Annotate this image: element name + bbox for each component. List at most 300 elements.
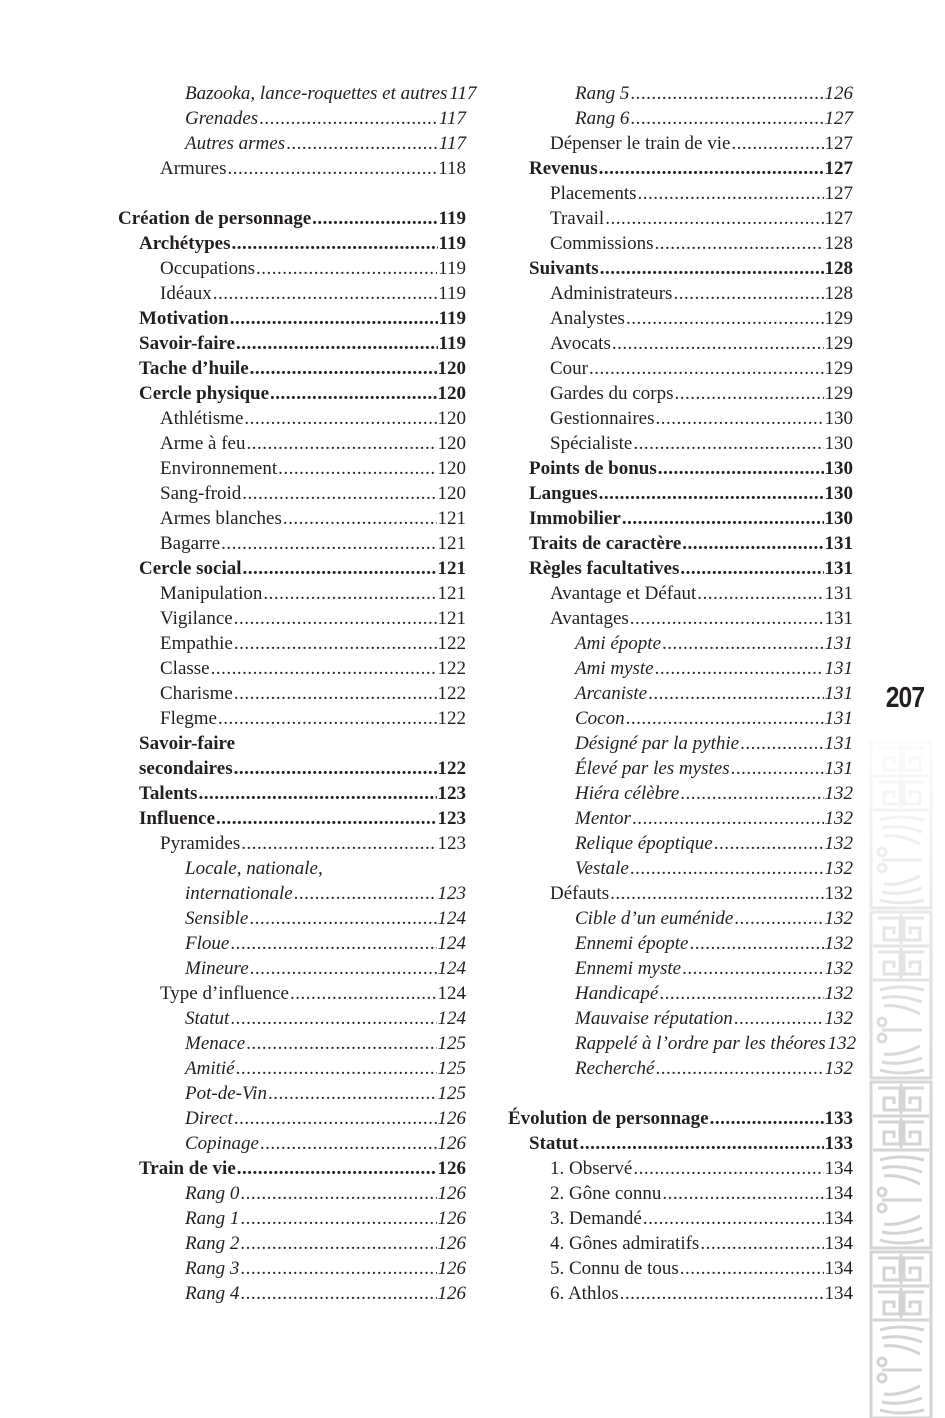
toc-entry[interactable]: [575, 706, 853, 731]
toc-entry-page: 120: [437, 433, 466, 454]
toc-entry[interactable]: [139, 231, 466, 256]
dot-leader: [241, 831, 436, 856]
toc-entry[interactable]: [575, 856, 853, 881]
toc-entry-page: 126: [437, 1108, 466, 1129]
toc-entry-title: Rang 2: [185, 1233, 240, 1254]
dot-leader: [626, 306, 824, 331]
dot-leader: [659, 981, 823, 1006]
toc-entry-page: 132: [824, 933, 853, 954]
toc-entry-title: Cible d’un euménide: [575, 908, 734, 929]
dot-leader: [243, 556, 437, 581]
toc-entry-page: 125: [437, 1083, 466, 1104]
toc-entry-page: 119: [438, 208, 466, 229]
toc-entry[interactable]: [160, 431, 466, 456]
dot-leader: [230, 1006, 436, 1031]
toc-entry[interactable]: [185, 81, 477, 106]
toc-entry-title: Langues: [529, 483, 598, 504]
toc-entry[interactable]: [575, 681, 853, 706]
dot-leader: [240, 1231, 436, 1256]
toc-entry-title: Ami myste: [575, 658, 654, 679]
toc-entry[interactable]: [575, 1031, 857, 1056]
dot-leader: [731, 131, 823, 156]
dot-leader: [249, 906, 436, 931]
toc-entry-title: Bazooka, lance-roquettes et autres: [185, 83, 448, 104]
toc-entry-title: Rang 6: [575, 108, 630, 129]
toc-entry-page: 130: [824, 508, 853, 529]
toc-entry[interactable]: [550, 356, 853, 381]
toc-entry[interactable]: [575, 81, 853, 106]
dot-leader: [643, 1206, 824, 1231]
toc-entry-page: 124: [437, 983, 466, 1004]
greek-key-decorative-band: [868, 740, 934, 1418]
toc-entry-title: Avantage et Défaut: [550, 583, 697, 604]
toc-entry-title: Savoir-faire: [139, 333, 236, 354]
dot-leader: [682, 531, 823, 556]
toc-entry-page: 133: [824, 1108, 853, 1129]
toc-entry-page: 117: [449, 83, 477, 104]
toc-entry-page: 119: [438, 233, 466, 254]
dot-leader: [246, 431, 436, 456]
toc-entry[interactable]: [160, 481, 466, 506]
toc-entry[interactable]: [575, 806, 853, 831]
toc-entry[interactable]: [139, 306, 466, 331]
dot-leader: [268, 1081, 437, 1106]
toc-entry-page: 120: [437, 483, 466, 504]
toc-entry-title: Amitié: [185, 1058, 235, 1079]
dot-leader: [260, 1131, 437, 1156]
toc-entry[interactable]: [550, 606, 853, 631]
toc-entry[interactable]: [185, 1131, 466, 1156]
dot-leader: [662, 1181, 823, 1206]
toc-entry[interactable]: [550, 1231, 853, 1256]
dot-leader: [283, 506, 437, 531]
toc-entry-title: Sensible: [185, 908, 249, 929]
toc-entry[interactable]: [550, 406, 853, 431]
dot-leader: [250, 356, 437, 381]
toc-entry-title: Mauvaise réputation: [575, 1008, 733, 1029]
dot-leader: [240, 1256, 436, 1281]
toc-entry-title: Floue: [185, 933, 230, 954]
dot-leader: [198, 781, 436, 806]
toc-entry-page: 130: [824, 433, 853, 454]
dot-leader: [662, 631, 823, 656]
toc-entry[interactable]: [185, 131, 466, 156]
dot-leader: [240, 1206, 436, 1231]
toc-entry[interactable]: [550, 581, 853, 606]
toc-entry-page: 132: [824, 1058, 853, 1079]
toc-entry[interactable]: [139, 331, 466, 356]
toc-entry[interactable]: [575, 731, 853, 756]
toc-entry-page: 127: [824, 108, 853, 129]
toc-entry-title: Menace: [185, 1033, 246, 1054]
toc-entry-title: Gestionnaires: [550, 408, 655, 429]
toc-entry[interactable]: [575, 106, 853, 131]
toc-entry-page: 120: [437, 458, 466, 479]
toc-entry[interactable]: [160, 256, 466, 281]
toc-entry[interactable]: [550, 881, 853, 906]
toc-entry-page: 127: [824, 133, 853, 154]
toc-entry[interactable]: [575, 956, 853, 981]
toc-entry-title: Commissions: [550, 233, 654, 254]
toc-entry[interactable]: [185, 1231, 466, 1256]
toc-entry-page: 131: [824, 733, 853, 754]
toc-entry[interactable]: [139, 1156, 466, 1181]
toc-entry[interactable]: [575, 831, 853, 856]
toc-entry-title: Suivants: [529, 258, 599, 279]
toc-entry-title: Savoir-faire: [139, 733, 236, 754]
toc-entry-title: 6. Athlos: [550, 1283, 619, 1304]
toc-entry-title: Train de vie: [139, 1158, 236, 1179]
page-number: 207: [885, 682, 925, 714]
toc-entry[interactable]: [550, 281, 853, 306]
toc-entry[interactable]: [160, 831, 466, 856]
toc-entry[interactable]: [185, 881, 466, 906]
toc-entry[interactable]: [529, 531, 853, 556]
dot-leader: [227, 156, 437, 181]
toc-entry-title: Mentor: [575, 808, 631, 829]
toc-entry-page: 128: [824, 283, 853, 304]
toc-entry-page: 122: [437, 633, 466, 654]
toc-entry-title: Athlétisme: [160, 408, 244, 429]
toc-entry-page: 130: [824, 458, 853, 479]
toc-entry-page: 123: [437, 833, 466, 854]
toc-entry[interactable]: [575, 931, 853, 956]
toc-entry-page: 125: [437, 1033, 466, 1054]
toc-entry-title: Recherché: [575, 1058, 655, 1079]
toc-entry[interactable]: [139, 356, 466, 381]
toc-entry[interactable]: [550, 1281, 853, 1306]
dot-leader: [710, 1106, 824, 1131]
toc-entry-page: 121: [437, 508, 466, 529]
toc-entry-page: 131: [824, 533, 853, 554]
toc-entry[interactable]: [550, 331, 853, 356]
toc-entry-title: Élevé par les mystes: [575, 758, 730, 779]
toc-entry-page: 129: [824, 358, 853, 379]
toc-entry[interactable]: [160, 156, 466, 181]
toc-entry-title: Talents: [139, 783, 198, 804]
dot-leader: [256, 256, 437, 281]
toc-entry-page: 122: [437, 683, 466, 704]
toc-entry-title: Rang 3: [185, 1258, 240, 1279]
toc-entry-title: Relique époptique: [575, 833, 713, 854]
dot-leader: [230, 931, 436, 956]
dot-leader: [714, 831, 824, 856]
toc-entry[interactable]: [575, 906, 853, 931]
toc-entry-title: Influence: [139, 808, 215, 829]
toc-entry[interactable]: [575, 1056, 853, 1081]
toc-entry[interactable]: [575, 756, 853, 781]
toc-entry[interactable]: [529, 256, 853, 281]
toc-entry[interactable]: [160, 456, 466, 481]
toc-entry[interactable]: [160, 506, 466, 531]
toc-entry[interactable]: [139, 381, 466, 406]
toc-entry-page: 124: [437, 933, 466, 954]
dot-leader: [234, 606, 437, 631]
toc-entry-title: Gardes du corps: [550, 383, 674, 404]
dot-leader: [244, 406, 436, 431]
dot-leader: [680, 781, 823, 806]
toc-entry[interactable]: [160, 581, 466, 606]
toc-entry-page: 126: [437, 1258, 466, 1279]
dot-leader: [630, 606, 824, 631]
toc-entry-page: 123: [437, 783, 466, 804]
toc-entry-page: 134: [824, 1258, 853, 1279]
dot-leader: [589, 356, 824, 381]
dot-leader: [633, 431, 823, 456]
toc-entry[interactable]: [550, 1156, 853, 1181]
toc-entry-title: Cercle social: [139, 558, 242, 579]
dot-leader: [630, 81, 823, 106]
toc-entry[interactable]: [185, 1106, 466, 1131]
toc-entry-title: Copinage: [185, 1133, 259, 1154]
toc-entry-page: 131: [824, 583, 853, 604]
toc-entry[interactable]: [185, 1056, 466, 1081]
toc-entry-title: Empathie: [160, 633, 233, 654]
toc-entry-title: Avantages: [550, 608, 629, 629]
toc-entry-title: Administrateurs: [550, 283, 673, 304]
toc-entry[interactable]: [185, 1181, 466, 1206]
toc-entry-title: Armures: [160, 158, 227, 179]
toc-entry[interactable]: [118, 206, 466, 231]
dot-leader: [740, 731, 823, 756]
dot-leader: [599, 156, 824, 181]
toc-entry[interactable]: [139, 806, 466, 831]
dot-leader: [278, 456, 436, 481]
toc-entry-title: Ennemi myste: [575, 958, 682, 979]
toc-entry[interactable]: [575, 981, 853, 1006]
toc-entry-page: 120: [437, 383, 466, 404]
dot-leader: [655, 406, 823, 431]
toc-entry[interactable]: [160, 406, 466, 431]
toc-entry-title: Grenades: [185, 108, 259, 129]
toc-entry-title: Vestale: [575, 858, 629, 879]
toc-entry-title: Statut: [529, 1133, 579, 1154]
toc-entry[interactable]: [550, 131, 853, 156]
dot-leader: [674, 381, 823, 406]
toc-entry-title: Hiéra célèbre: [575, 783, 680, 804]
toc-entry[interactable]: [160, 281, 466, 306]
toc-entry[interactable]: [185, 106, 466, 131]
dot-leader: [216, 806, 437, 831]
toc-entry[interactable]: [529, 556, 853, 581]
toc-entry-page: 126: [824, 83, 853, 104]
toc-entry-page: 121: [437, 583, 466, 604]
toc-entry-title: Placements: [550, 183, 637, 204]
toc-entry-title: Désigné par la pythie: [575, 733, 740, 754]
toc-entry-page: 126: [437, 1208, 466, 1229]
toc-entry-title: internationale: [185, 883, 293, 904]
toc-entry[interactable]: [508, 1106, 853, 1131]
toc-entry[interactable]: [185, 1006, 466, 1031]
dot-leader: [638, 181, 824, 206]
toc-entry[interactable]: [575, 656, 853, 681]
dot-leader: [689, 931, 823, 956]
toc-entry[interactable]: [160, 656, 466, 681]
toc-entry-page: 127: [824, 183, 853, 204]
toc-entry-page: 117: [438, 133, 466, 154]
toc-entry-title: Arme à feu: [160, 433, 246, 454]
dot-leader: [290, 981, 437, 1006]
toc-entry[interactable]: [139, 731, 466, 756]
dot-leader: [734, 1006, 824, 1031]
dot-leader: [240, 1181, 436, 1206]
dot-leader: [263, 581, 436, 606]
toc-entry[interactable]: [160, 531, 466, 556]
toc-entry-page: 132: [827, 1033, 857, 1054]
dot-leader: [600, 256, 824, 281]
toc-entry[interactable]: [160, 681, 466, 706]
toc-entry[interactable]: [550, 231, 853, 256]
toc-entry-page: 134: [824, 1158, 853, 1179]
dot-leader: [734, 906, 823, 931]
dot-leader: [213, 281, 438, 306]
toc-entry-title: Ennemi épopte: [575, 933, 689, 954]
dot-leader: [242, 481, 436, 506]
toc-entry[interactable]: [529, 156, 853, 181]
dot-leader: [234, 1106, 437, 1131]
toc-entry-title: Classe: [160, 658, 210, 679]
toc-entry-title: Direct: [185, 1108, 233, 1129]
dot-leader: [312, 206, 437, 231]
toc-entry-title: Pyramides: [160, 833, 241, 854]
toc-entry[interactable]: [185, 956, 466, 981]
toc-entry-page: 122: [437, 708, 466, 729]
toc-entry-title: Charisme: [160, 683, 233, 704]
toc-entry[interactable]: [160, 631, 466, 656]
toc-entry[interactable]: [550, 206, 853, 231]
toc-entry-title: Armes blanches: [160, 508, 282, 529]
toc-entry[interactable]: [550, 306, 853, 331]
toc-entry-title: Handicapé: [575, 983, 659, 1004]
toc-entry[interactable]: [185, 856, 466, 881]
toc-entry[interactable]: [575, 1006, 853, 1031]
toc-entry-title: Rappelé à l’ordre par les théores: [575, 1033, 826, 1054]
dot-leader: [580, 1131, 824, 1156]
toc-entry-title: 3. Demandé: [550, 1208, 642, 1229]
toc-entry-title: Rang 5: [575, 83, 630, 104]
toc-entry-page: 120: [437, 408, 466, 429]
toc-entry-page: 124: [437, 1008, 466, 1029]
toc-entry[interactable]: [529, 481, 853, 506]
dot-leader: [240, 1281, 436, 1306]
toc-entry-page: 126: [437, 1158, 466, 1179]
toc-entry[interactable]: [550, 381, 853, 406]
dot-leader: [237, 1156, 437, 1181]
dot-leader: [632, 806, 824, 831]
toc-entry-title: Mineure: [185, 958, 249, 979]
dot-leader: [648, 681, 823, 706]
toc-entry-page: 134: [824, 1183, 853, 1204]
toc-entry-title: Locale, nationale,: [185, 858, 323, 879]
dot-leader: [610, 881, 823, 906]
toc-entry[interactable]: [550, 431, 853, 456]
toc-entry[interactable]: [185, 1206, 466, 1231]
dot-leader: [697, 581, 823, 606]
toc-entry-page: 130: [824, 483, 853, 504]
dot-leader: [630, 106, 823, 131]
toc-entry[interactable]: [529, 506, 853, 531]
toc-entry[interactable]: [160, 706, 466, 731]
toc-entry[interactable]: [529, 1131, 853, 1156]
toc-entry-page: 123: [437, 808, 466, 829]
toc-entry-title: Revenus: [529, 158, 598, 179]
toc-entry-title: Environnement: [160, 458, 278, 479]
toc-entry[interactable]: [550, 181, 853, 206]
toc-entry-page: 119: [438, 283, 466, 304]
dot-leader: [700, 1231, 823, 1256]
toc-entry[interactable]: [529, 456, 853, 481]
toc-entry[interactable]: [550, 1206, 853, 1231]
dot-leader: [626, 706, 824, 731]
toc-entry-page: 132: [824, 1008, 853, 1029]
dot-leader: [680, 1256, 824, 1281]
dot-leader: [622, 506, 824, 531]
toc-entry-title: Rang 4: [185, 1283, 240, 1304]
toc-entry-title: 2. Gône connu: [550, 1183, 662, 1204]
dot-leader: [246, 1031, 436, 1056]
toc-entry-page: 121: [437, 533, 466, 554]
dot-leader: [236, 1056, 437, 1081]
toc-entry-page: 132: [824, 858, 853, 879]
dot-leader: [230, 306, 438, 331]
dot-leader: [620, 1281, 824, 1306]
dot-leader: [654, 231, 823, 256]
toc-entry[interactable]: [185, 1081, 466, 1106]
toc-entry-title: 4. Gônes admiratifs: [550, 1233, 700, 1254]
toc-entry-page: 132: [824, 958, 853, 979]
toc-entry-page: 124: [437, 958, 466, 979]
toc-entry[interactable]: [550, 1181, 853, 1206]
toc-entry-title: Autres armes: [185, 133, 286, 154]
toc-entry-page: 121: [437, 608, 466, 629]
toc-entry-title: Type d’influence: [160, 983, 289, 1004]
toc-entry[interactable]: [139, 781, 466, 806]
toc-entry-page: 131: [824, 633, 853, 654]
toc-entry-title: Bagarre: [160, 533, 221, 554]
toc-entry-title: Statut: [185, 1008, 230, 1029]
toc-entry[interactable]: [185, 1031, 466, 1056]
toc-entry[interactable]: [185, 906, 466, 931]
toc-entry-title: Manipulation: [160, 583, 263, 604]
toc-entry-title: Cour: [550, 358, 588, 379]
toc-entry-page: 132: [824, 883, 853, 904]
toc-entry-title: Sang-froid: [160, 483, 242, 504]
toc-entry-title: Occupations: [160, 258, 255, 279]
toc-entry[interactable]: [185, 1281, 466, 1306]
dot-leader: [294, 881, 437, 906]
toc-entry-page: 126: [437, 1283, 466, 1304]
toc-entry[interactable]: [185, 931, 466, 956]
toc-entry[interactable]: [139, 556, 466, 581]
dot-leader: [259, 106, 438, 131]
toc-entry-title: Rang 0: [185, 1183, 240, 1204]
toc-entry[interactable]: [139, 756, 466, 781]
dot-leader: [211, 656, 437, 681]
toc-entry[interactable]: [575, 781, 853, 806]
toc-entry[interactable]: [575, 631, 853, 656]
toc-entry-page: 125: [437, 1058, 466, 1079]
toc-entry-page: 131: [824, 758, 853, 779]
toc-entry-page: 129: [824, 333, 853, 354]
toc-entry-title: Idéaux: [160, 283, 212, 304]
toc-entry[interactable]: [160, 606, 466, 631]
toc-entry[interactable]: [160, 981, 466, 1006]
toc-entry[interactable]: [550, 1256, 853, 1281]
toc-entry-page: 132: [824, 983, 853, 1004]
dot-leader: [250, 956, 437, 981]
toc-entry[interactable]: [185, 1256, 466, 1281]
toc-entry-page: 129: [824, 308, 853, 329]
